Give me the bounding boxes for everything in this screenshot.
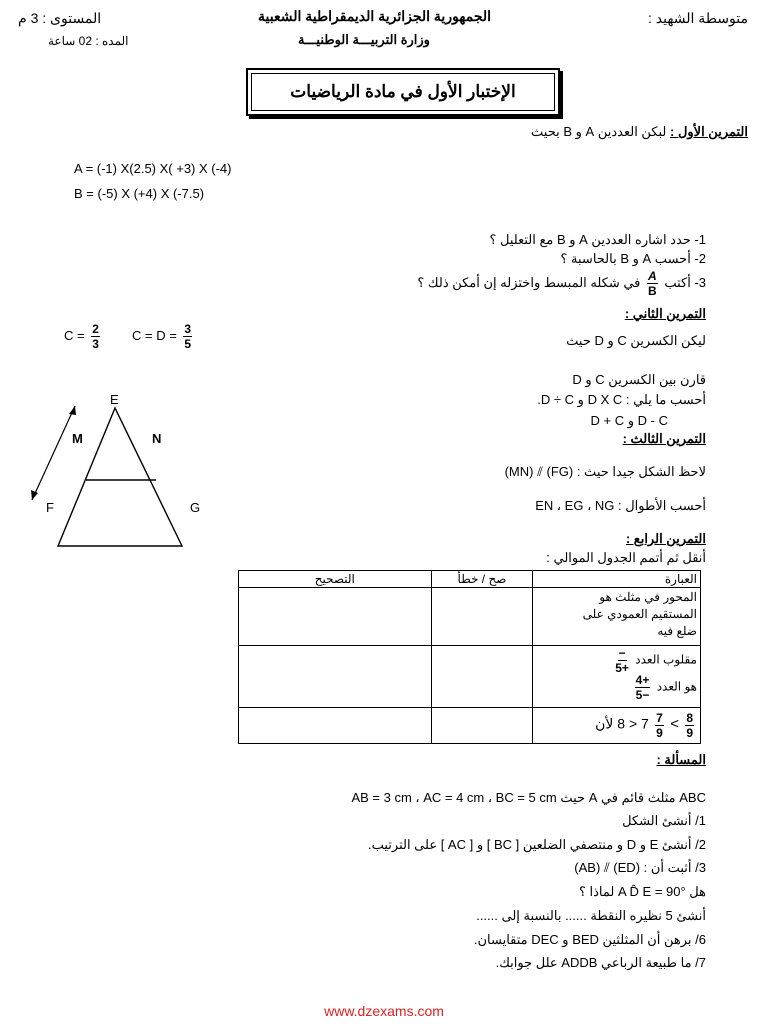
frac-num: 7 — [656, 711, 663, 725]
ex1-heading: التمرين الأول : — [670, 124, 748, 139]
ex2-intro: ليكن الكسرين C و D حيث — [566, 333, 706, 348]
footer-link[interactable]: www.dzexams.com — [324, 1003, 444, 1019]
frac-den: 9 — [686, 726, 693, 740]
col-header: العبارة — [533, 571, 701, 588]
table-row — [239, 646, 701, 708]
ex2-compare: قارن بين الكسرين C و D — [572, 372, 706, 387]
problem-intro: ABC مثلث قائم في A حيث AB = 3 cm ، AC = 4 cm ، BC = 5 cm — [351, 790, 706, 805]
ex2-heading: التمرين الثاني : — [624, 306, 706, 321]
ex1-q3-post: في شكله المبسط واختزله إن أمكن ذلك ؟ — [417, 274, 641, 290]
frac-den: +5 — [615, 661, 629, 675]
ex2-compute2: D - C و D + C — [590, 413, 668, 428]
fraction-number — [635, 674, 651, 701]
ex3-observe: لاحظ الشكل جيدا حيث : (FG) ⫽ (MN) — [504, 464, 706, 479]
statement-cell — [533, 588, 701, 646]
answer-cell[interactable] — [431, 708, 533, 744]
ex1-q2: 2- أحسب A و B بالحاسبة ؟ — [560, 251, 706, 266]
label-f: F — [46, 500, 54, 515]
ex4-heading: التمرين الرابع : — [625, 531, 706, 546]
fraction-d — [132, 323, 195, 350]
d-label: C = D = — [132, 327, 177, 343]
exam-title-box — [246, 68, 560, 116]
frac-num: − — [618, 646, 626, 660]
table-row — [239, 708, 701, 744]
triangle-efg — [58, 408, 182, 546]
table-header-row — [239, 571, 701, 588]
frac-d — [183, 323, 192, 350]
arrow-head-icon — [31, 490, 38, 500]
exam-title: الإختبار الأول في مادة الرياضيات — [251, 73, 555, 111]
ex1-line — [531, 124, 748, 140]
label-g: G — [190, 500, 201, 515]
republic-name: الجمهورية الجزائرية الديمقراطية الشعبية — [258, 8, 492, 24]
problem-step-7: 7/ ما طبيعة الرباعي ADDB علل جوابك. — [495, 955, 706, 970]
ministry-name: وزارة التربيـــة الوطنيـــة — [298, 32, 430, 47]
statement-line — [536, 647, 697, 674]
label-e: E — [110, 392, 119, 407]
greater-sign: > — [670, 715, 679, 733]
statement-text: هو العدد — [656, 679, 697, 694]
statement-cell — [533, 708, 701, 744]
frac-c — [91, 323, 100, 350]
frac-num: 2 — [92, 322, 99, 336]
school-name: متوسطة الشهيد : — [647, 10, 748, 26]
statement-text: 7 < 8 لأن — [595, 715, 649, 732]
problem-heading: المسألة : — [656, 752, 706, 767]
ex3-heading: التمرين الثالث : — [622, 431, 706, 446]
correction-cell[interactable] — [239, 646, 432, 708]
ex2-compute: أحسب ما يلي : D X C و D ÷ C. — [537, 392, 706, 407]
fraction-inverse — [615, 647, 629, 674]
frac-den: 9 — [656, 726, 663, 740]
problem-step-1: 1/ أنشئ الشكل — [622, 813, 706, 828]
level-label: المستوى : 3 م — [18, 10, 102, 26]
statement-line: المحور في مثلث هو — [599, 590, 697, 604]
problem-step-3: 3/ أثبت أن : (ED) ⫽ (AB) — [574, 860, 706, 875]
ex3-lengths: أحسب الأطوال : EN ، EG ، NG — [535, 498, 706, 513]
col-header: صح / خطأ — [431, 571, 533, 588]
duration-label: المده : 02 ساعة — [48, 34, 129, 48]
answer-cell[interactable] — [431, 588, 533, 646]
ex4-intro: أنقل ثم أتمم الجدول الموالي : — [546, 550, 706, 565]
arrow-head-icon — [69, 406, 76, 415]
frac-num: 3 — [184, 322, 192, 336]
expr-b: B = (-5) X (+4) X (-7.5) — [74, 186, 205, 201]
fraction-8-9 — [685, 712, 694, 739]
correction-cell[interactable] — [239, 708, 432, 744]
fraction-c — [64, 323, 103, 350]
expr-a: A = (-1) X(2.5) X( +3) X (-4) — [74, 161, 232, 176]
problem-step-6: 6/ برهن أن المثلثين BED و DEC متقايسان. — [473, 932, 706, 947]
frac-den: 3 — [92, 337, 99, 351]
ex1-q1: 1- حدد اشاره العددين A و B مع التعليل ؟ — [489, 232, 706, 247]
correction-cell[interactable] — [239, 588, 432, 646]
frac-den: 5 — [184, 337, 192, 351]
statement-cell — [533, 646, 701, 708]
truth-table — [238, 570, 701, 744]
frac-den: −5 — [635, 688, 650, 702]
frac-den: B — [648, 284, 657, 298]
statement-line: ضلع فيه — [657, 624, 697, 638]
frac-num: +4 — [635, 673, 650, 687]
triangle-figure — [20, 388, 210, 558]
c-label: C = — [64, 327, 85, 343]
label-n: N — [152, 431, 162, 446]
problem-step-4: هل A D̂ E = 90° لماذا ؟ — [579, 884, 706, 899]
fraction-7-9 — [655, 712, 664, 739]
statement-line: المستقيم العمودي على — [582, 607, 697, 621]
label-m: M — [72, 431, 83, 446]
table-row — [239, 588, 701, 646]
frac-num: A — [648, 269, 657, 283]
col-header: التصحيح — [239, 571, 432, 588]
statement-text: مقلوب العدد — [635, 652, 697, 667]
problem-step-2: 2/ أنشئ E و D و منتصفي الضلعين [ BC ] و [ AC ] على الترتيب. — [367, 837, 706, 852]
ex1-q3 — [417, 270, 706, 297]
frac-num: 8 — [686, 711, 693, 725]
statement-line — [536, 674, 697, 701]
ex1-intro: لبكن العددين A و B بحيث — [531, 124, 667, 139]
fraction-a-over-b — [647, 270, 658, 297]
ex1-q3-pre: 3- أكتب — [664, 274, 706, 290]
problem-step-5: أنشئ 5 نظيره النقطة ...... بالنسبة إلى ...... — [476, 908, 706, 923]
answer-cell[interactable] — [431, 646, 533, 708]
double-arrow — [32, 406, 75, 500]
